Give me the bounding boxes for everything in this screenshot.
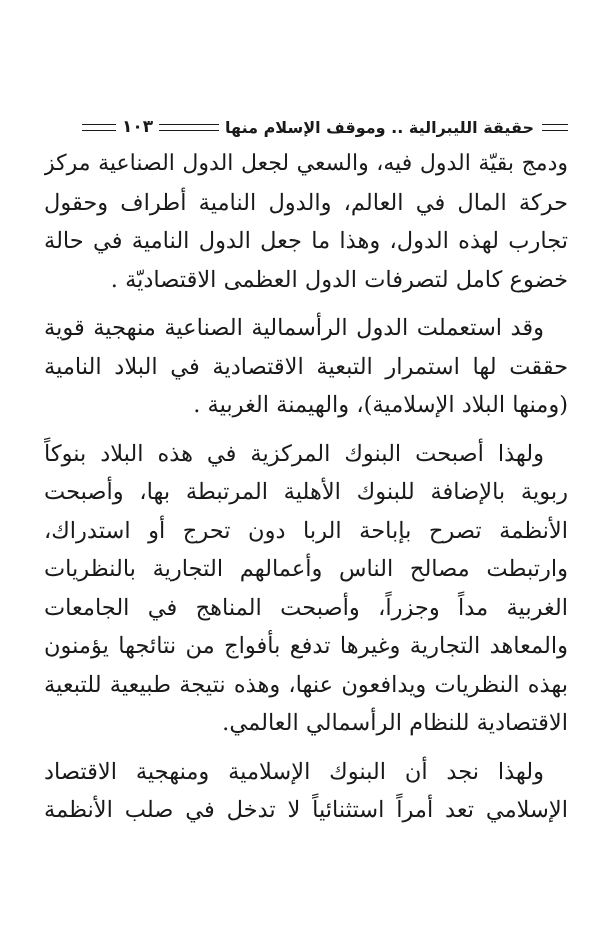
text-line: والمعاهد التجارية وغيرها تدفع بأفواج من نتائجها يؤمنون: [44, 633, 568, 659]
paragraph-gap: [44, 743, 568, 753]
text-line: بهذه النظريات ويدافعون عنها، وهذه نتيجة طبيعية للتبعية: [44, 671, 568, 698]
page-number: ١٠٣: [122, 117, 154, 137]
paragraph: [44, 435, 568, 743]
paragraph-gap: [44, 299, 568, 309]
text-line: وقد استعملت الدول الرأسمالية الصناعية منهجية قوية: [44, 315, 544, 341]
text-line: ودمج بقيّة الدول فيه، والسعي لجعل الدول الصناعية مركز: [44, 151, 568, 176]
text-line: تجارب لهذه الدول، وهذا ما جعل الدول النامية في حالة: [44, 228, 568, 254]
text-line: الاقتصادية للنظام الرأسمالي العالمي.: [222, 710, 568, 736]
text-line: حركة المال في العالم، والدول النامية أطراف وحقول: [44, 189, 568, 216]
text-line: (ومنها البلاد الإسلامية)، والهيمنة الغربية .: [193, 392, 568, 418]
text-line: الغربية مداً وجزراً، وأصبحت المناهج في الجامعات: [44, 594, 568, 621]
paragraph: [44, 309, 568, 425]
header-rule-right: [542, 124, 568, 131]
paragraph: [44, 753, 568, 830]
text-line: وارتبطت مصالح الناس وأعمالهم التجارية بالنظريات: [44, 556, 568, 582]
paragraph: [44, 145, 568, 299]
text-line: ربوية بالإضافة للبنوك الأهلية المرتبطة بها، وأصبحت: [44, 479, 568, 505]
text-line: ولهذا أصبحت البنوك المركزية في هذه البلاد بنوكاً: [44, 440, 544, 467]
paragraph-gap: [44, 425, 568, 435]
text-line: الأنظمة تصرح بإباحة الربا دون تحرج أو استدراك،: [44, 517, 568, 544]
header-rule-left: [82, 124, 116, 131]
running-header: [82, 116, 568, 138]
body-text: [44, 145, 568, 830]
text-line: الإسلامي تعد أمراً استثنائياً لا تدخل في صلب الأنظمة: [44, 797, 568, 823]
text-line: ولهذا نجد أن البنوك الإسلامية ومنهجية الاقتصاد: [44, 758, 544, 785]
header-rule-middle: [159, 124, 219, 131]
text-line: خضوع كامل لتصرفات الدول العظمى الاقتصاديّة .: [110, 266, 568, 293]
running-header-title: حقيقة الليبرالية .. وموقف الإسلام منها: [225, 117, 534, 137]
text-line: حققت لها استمرار التبعية الاقتصادية في البلاد النامية: [44, 353, 568, 380]
